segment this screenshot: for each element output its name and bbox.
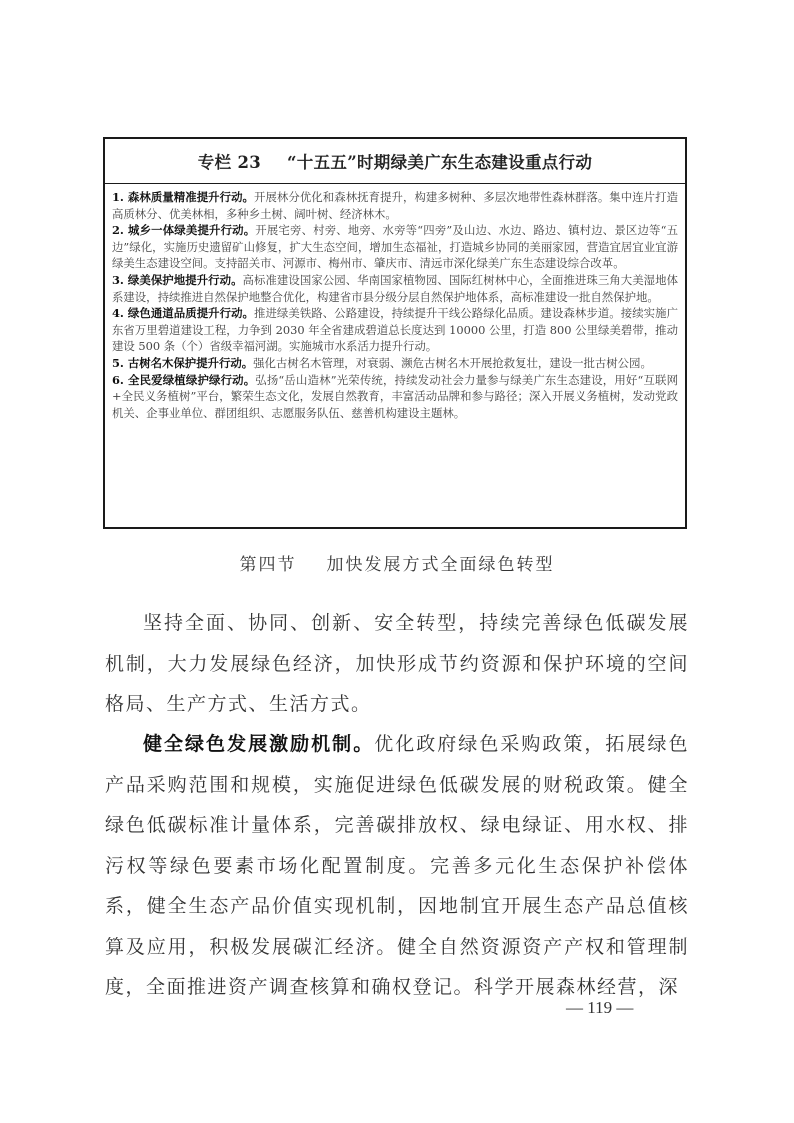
item-text: 弘扬“岳山造林”光荣传统，持续发动社会力量参与绿美广东生态建设，用好“互联网+全民义务植树”平台，繁荣生态文化，发展自然教育，丰富活动品牌和参与路径；深入开展义务植树，发动党政机关、企事业单位、群团组织、志愿服务队伍、慈善机构建设主题林。 — [112, 372, 679, 420]
paragraph-lead: 健全绿色发展激励机制。 — [143, 733, 375, 755]
page-number: — 119 — — [566, 998, 634, 1017]
item-label: 4. 绿色通道品质提升行动。 — [112, 306, 254, 321]
item-label: 2. 城乡一体绿美提升行动。 — [112, 223, 256, 238]
box-title: “十五五”时期绿美广东生态建设重点行动 — [287, 153, 593, 172]
item-text: 高标准建设国家公园、华南国家植物园、国际红树林中心，全面推进珠三角大美湿地体系建设，持续推进自然保护地整合优化，构建省市县分级分层自然保护地体系，高标准建设一批自然保护地。 — [112, 272, 678, 304]
item-label: 3. 绿美保护地提升行动。 — [112, 272, 243, 287]
item-label: 1. 森林质量精准提升行动。 — [112, 190, 254, 204]
box-item-6 — [112, 372, 678, 422]
special-column-box — [103, 137, 687, 529]
item-text: 推进绿美铁路、公路建设，持续提升干线公路绿化品质。建设森林步道。接续实施广东省万里碧道建设工程，力争到 2030 年全省建成碧道总长度达到 10000 公里，打造 800 公里绿美碧带，推动建设 500 条（个）省级幸福河湖。实施城市水系活力提升行动。 — [112, 306, 678, 354]
box-body — [105, 184, 685, 421]
box-item-2 — [112, 222, 678, 272]
box-item-1 — [112, 189, 678, 222]
box-item-4 — [112, 305, 678, 355]
box-header — [105, 139, 685, 184]
item-label: 6. 全民爱绿植绿护绿行动。 — [112, 372, 256, 387]
box-item-3 — [112, 272, 678, 305]
section-title: 加快发展方式全面绿色转型 — [326, 555, 555, 575]
item-text: 开展宅旁、村旁、地旁、水旁等“四旁”及山边、水边、路边、镇村边、景区边等“五边”绿化，实施历史遗留矿山修复，扩大生态空间，增加生态福祉，打造城乡协同的美丽家园，营造宜居宜业宜游绿美生态建设空间。支持韶关市、河源市、梅州市、肇庆市、清远市深化绿美广东生态建设综合改革。 — [112, 223, 679, 271]
section-number: 第四节 — [239, 555, 297, 575]
paragraph-2 — [105, 724, 689, 1008]
section-heading — [0, 550, 794, 575]
item-text: 强化古树名木管理，对衰弱、濒危古树名木开展抢救复壮，建设一批古树公园。 — [253, 355, 652, 370]
item-text: 开展林分优化和森林抚育提升，构建多树种、多层次地带性森林群落。集中连片打造高质林分、优美林相，多种乡土树、阔叶树、经济林木。 — [112, 190, 678, 221]
paragraph-text: 优化政府绿色采购政策，拓展绿色产品采购范围和规模，实施促进绿色低碳发展的财税政策。健全绿色低碳标准计量体系，完善碳排放权、绿电绿证、用水权、排污权等绿色要素市场化配置制度。完善多元化生态保护补偿体系，健全生态产品价值实现机制，因地制宜开展生态产品总值核算及应用，积极发展碳汇经济。健全自然资源资产产权和管理制度，全面推进资产调查核算和确权登记。科学开展森林经营，深 — [105, 733, 689, 998]
item-label: 5. 古树名木保护提升行动。 — [112, 355, 254, 370]
box-item-5 — [112, 355, 678, 372]
box-number: 专栏 23 — [197, 153, 262, 172]
paragraph-text: 坚持全面、协同、创新、安全转型，持续完善绿色低碳发展机制，大力发展绿色经济，加快形成节约资源和保护环境的空间格局、生产方式、生活方式。 — [105, 612, 689, 715]
paragraph-1 — [105, 603, 689, 725]
